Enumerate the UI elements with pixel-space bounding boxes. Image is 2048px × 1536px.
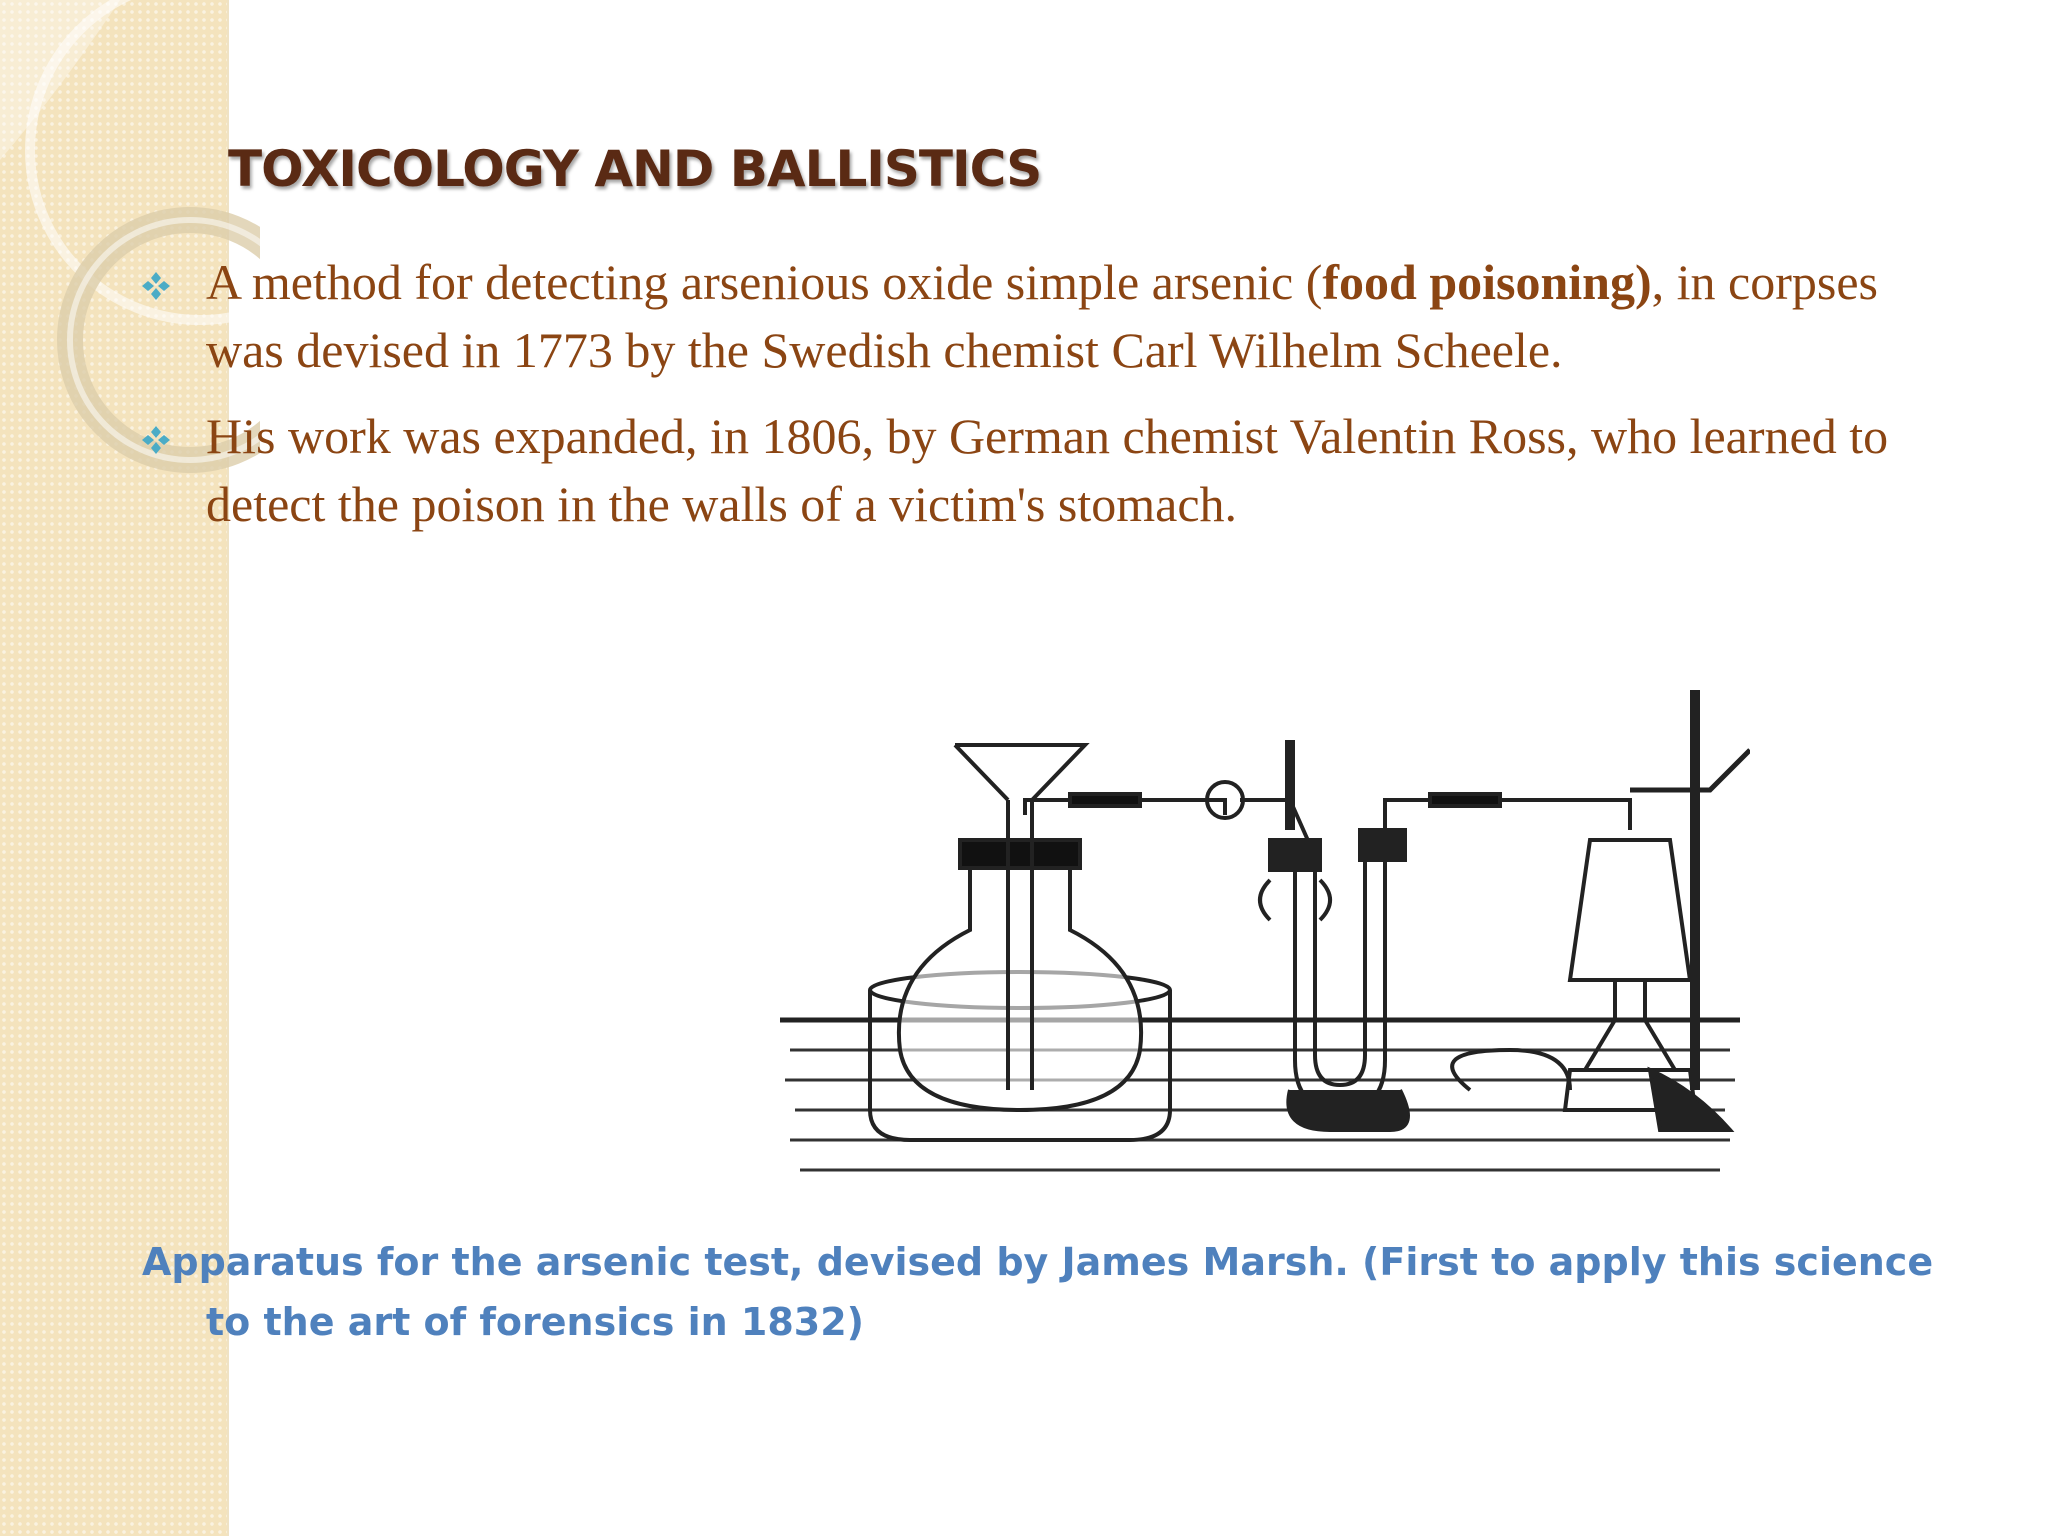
bullet-item — [140, 402, 1940, 538]
caption-text: Apparatus for the arsenic test, devised by James Marsh. (First to apply this science to the art of forensics in 1832) — [142, 1240, 1934, 1344]
marsh-apparatus-illustration — [770, 690, 1750, 1210]
bullet-list — [140, 248, 1940, 556]
slide-title: TOXICOLOGY AND BALLISTICS — [228, 140, 1042, 198]
four-diamond-bullet-icon — [140, 424, 172, 456]
bullet-text-part: A method for detecting arsenious oxide simple arsenic ( — [206, 254, 1323, 310]
bullet-text-part: , in corpses was devised in 1773 by the Swedish chemist Carl Wilhelm Scheele. — [206, 254, 1878, 378]
four-diamond-bullet-icon — [140, 270, 172, 302]
figure-caption — [142, 1232, 1986, 1352]
bullet-bold-text: food poisoning) — [1322, 254, 1652, 310]
bullet-text: His work was expanded, in 1806, by German chemist Valentin Ross, who learned to detect the poison in the walls of a victim's stomach. — [206, 408, 1889, 532]
bullet-item — [140, 248, 1940, 384]
